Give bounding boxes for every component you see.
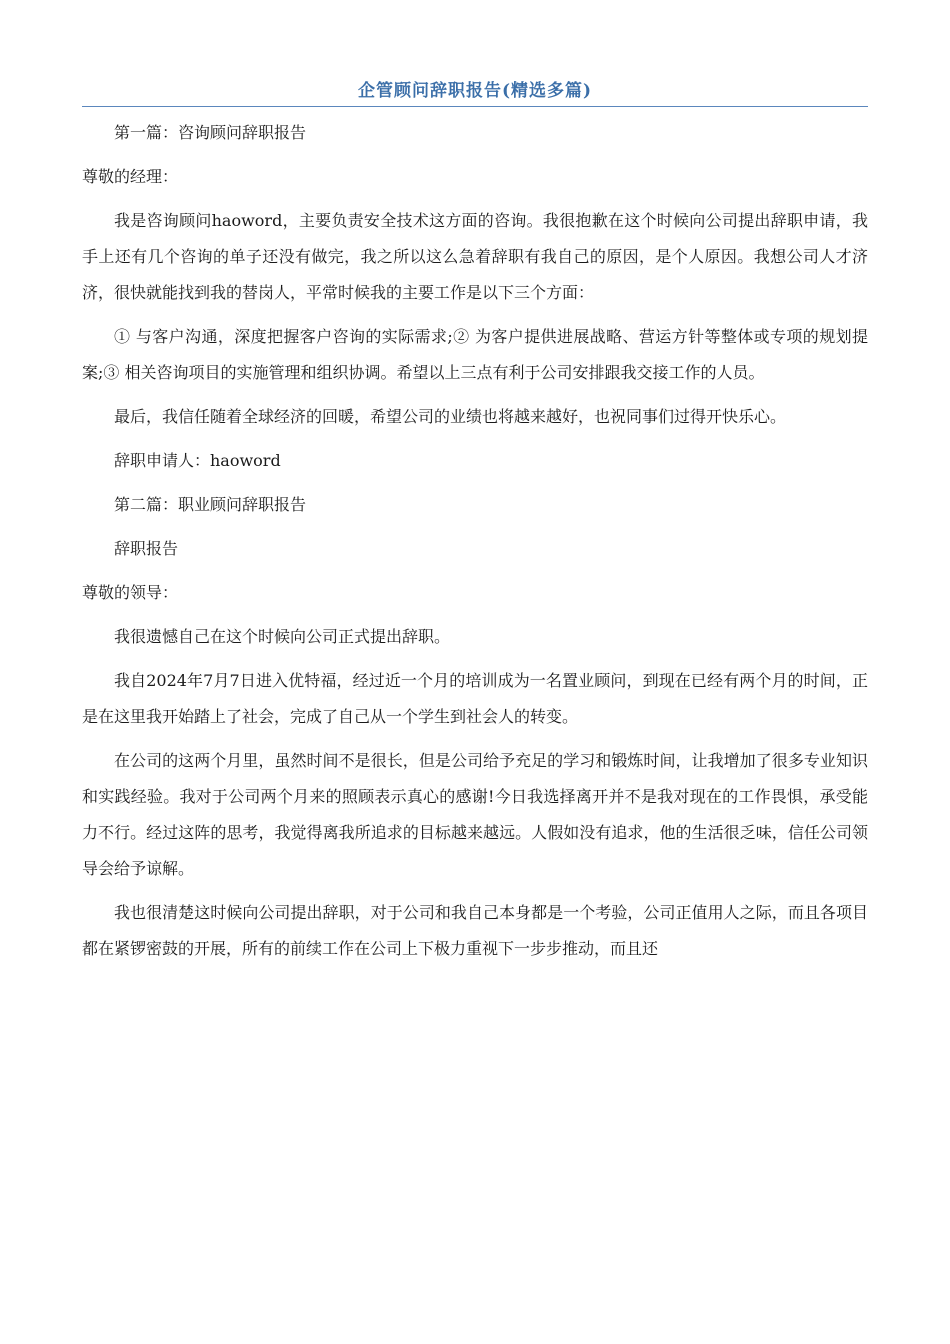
document-title: 企管顾问辞职报告(精选多篇) [82, 78, 868, 107]
body-paragraph: 我也很清楚这时候向公司提出辞职，对于公司和我自己本身都是一个考验，公司正值用人之际，而且各项目都在紧锣密鼓的开展，所有的前续工作在公司上下极力重视下一步步推动，而且还 [82, 903, 868, 958]
section-heading-2: 第二篇：职业顾问辞职报告 [114, 495, 307, 514]
signature-line: 辞职申请人：haoword [114, 451, 281, 470]
body-paragraph: 最后，我信任随着全球经济的回暖，希望公司的业绩也将越来越好，也祝同事们过得开快乐心。 [114, 407, 787, 426]
body-paragraph: ① 与客户沟通，深度把握客户咨询的实际需求;② 为客户提供进展战略、营运方针等整体或专项的规划提案;③ 相关咨询项目的实施管理和组织协调。希望以上三点有利于公司安排跟我交接工作的人员。 [82, 327, 868, 382]
salutation-2: 尊敬的领导： [82, 583, 179, 602]
body-paragraph: 我是咨询顾问haoword，主要负责安全技术这方面的咨询。我很抱歉在这个时候向公司提出辞职申请，我手上还有几个咨询的单子还没有做完，我之所以这么急着辞职有我自己的原因，是个人原因。我想公司人才济济，很快就能找到我的替岗人，平常时候我的主要工作是以下三个方面： [82, 211, 868, 302]
body-paragraph: 我很遗憾自己在这个时候向公司正式提出辞职。 [114, 627, 451, 646]
section-heading-1: 第一篇：咨询顾问辞职报告 [114, 123, 307, 142]
body-paragraph: 我自2024年7月7日进入优特福，经过近一个月的培训成为一名置业顾问，到现在已经有两个月的时间，正是在这里我开始踏上了社会，完成了自己从一个学生到社会人的转变。 [82, 671, 868, 726]
salutation-1: 尊敬的经理： [82, 167, 179, 186]
document-page [82, 78, 868, 967]
report-heading: 辞职报告 [114, 539, 179, 558]
body-paragraph: 在公司的这两个月里，虽然时间不是很长，但是公司给予充足的学习和锻炼时间，让我增加了很多专业知识和实践经验。我对于公司两个月来的照顾表示真心的感谢!今日我选择离开并不是我对现在的工作畏惧，承受能力不行。经过这阵的思考，我觉得离我所追求的目标越来越远。人假如没有追求，他的生活很乏味，信任公司领导会给予谅解。 [82, 751, 868, 878]
